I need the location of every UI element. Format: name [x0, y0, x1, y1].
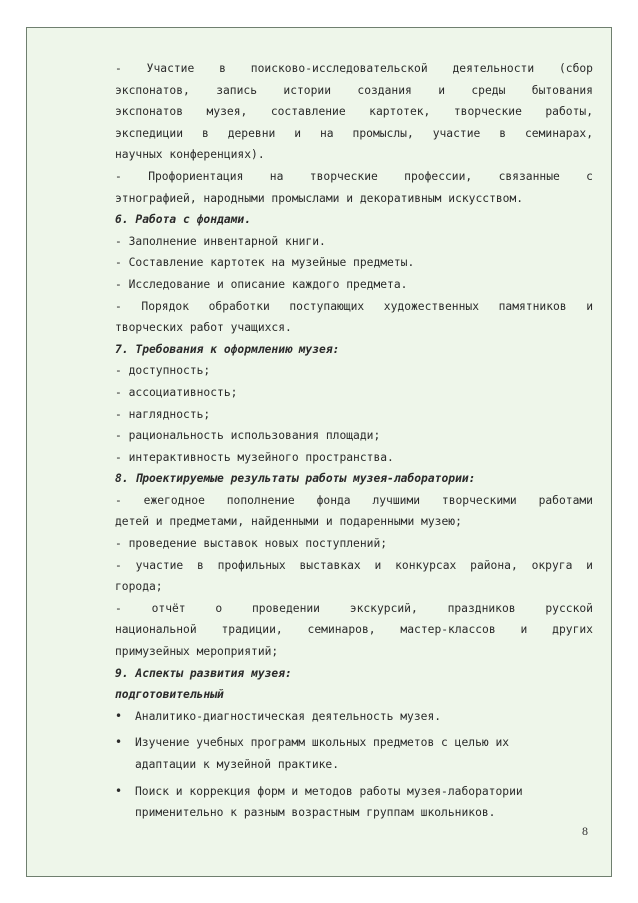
paragraph-line: национальной традиции, семинаров, мастер-классов и других — [115, 623, 593, 637]
paragraph-line: экспонатов, запись истории создания и среды бытования — [115, 83, 593, 97]
paragraph-line: примузейных мероприятий; — [115, 645, 279, 659]
paragraph-line: детей и предметами, найденными и подаренными музею; — [115, 515, 462, 529]
bullet-continuation: адаптации к музейной практике. — [135, 758, 340, 771]
section-heading: 7. Требования к оформлению музея: — [115, 342, 340, 356]
paragraph-line: этнографией, народными промыслами и декоративным искусством. — [115, 191, 524, 205]
paragraph-line: - Участие в поисково-исследовательской деятельности (сбор — [115, 62, 593, 75]
paragraph-line: экспедиции в деревни и на промыслы, участие в семинарах, — [115, 126, 593, 140]
list-item: - ассоциативность; — [115, 385, 238, 399]
list-item: - интерактивность музейного пространства. — [115, 450, 394, 464]
bullet-item — [115, 781, 593, 803]
bullet-item — [115, 706, 593, 728]
bullet-icon: • — [115, 708, 123, 723]
bullet-item — [115, 732, 593, 754]
paragraph-line: - участие в профильных выставках и конкурсах района, округа и — [115, 558, 593, 572]
page-number: 8 — [582, 824, 588, 838]
list-item: - проведение выставок новых поступлений; — [115, 537, 388, 551]
list-item: - рациональность использования площади; — [115, 429, 381, 443]
section-heading: 6. Работа с фондами. — [115, 213, 252, 227]
section-subheading: подготовительный — [115, 688, 224, 702]
list-item: - наглядность; — [115, 407, 211, 421]
bullet-text: Поиск и коррекция форм и методов работы музея-лаборатории — [135, 784, 523, 798]
paragraph-line: экспонатов музея, составление картотек, творческие работы, — [115, 105, 593, 119]
bullet-text: Аналитико-диагностическая деятельность музея. — [135, 709, 442, 723]
bullet-continuation: применительно к разным возрастным группам школьников. — [135, 806, 496, 820]
list-item: - Заполнение инвентарной книги. — [115, 234, 326, 248]
paragraph-line: творческих работ учащихся. — [115, 321, 292, 335]
section-heading: 8. Проектируемые результаты работы музея-лаборатории: — [115, 472, 476, 486]
bullet-icon: • — [115, 783, 123, 798]
paragraph-line: - отчёт о проведении экскурсий, праздников русской — [115, 601, 593, 615]
paragraph-line: - ежегодное пополнение фонда лучшими творческими работами — [115, 493, 593, 507]
bullet-icon: • — [115, 735, 123, 750]
paragraph-line: научных конференциях). — [115, 148, 265, 162]
paragraph-line: - Профориентация на творческие профессии, связанные с — [115, 169, 593, 183]
paragraph-line: города; — [115, 580, 163, 594]
document-body — [115, 58, 593, 824]
list-item: - Исследование и описание каждого предмета. — [115, 277, 408, 291]
list-item: - Составление картотек на музейные предметы. — [115, 256, 415, 270]
list-item: - доступность; — [115, 364, 211, 378]
bullet-text: Изучение учебных программ школьных предметов с целью их — [135, 736, 510, 750]
paragraph-line: - Порядок обработки поступающих художественных памятников и — [115, 299, 593, 313]
section-heading: 9. Аспекты развития музея: — [115, 666, 292, 680]
